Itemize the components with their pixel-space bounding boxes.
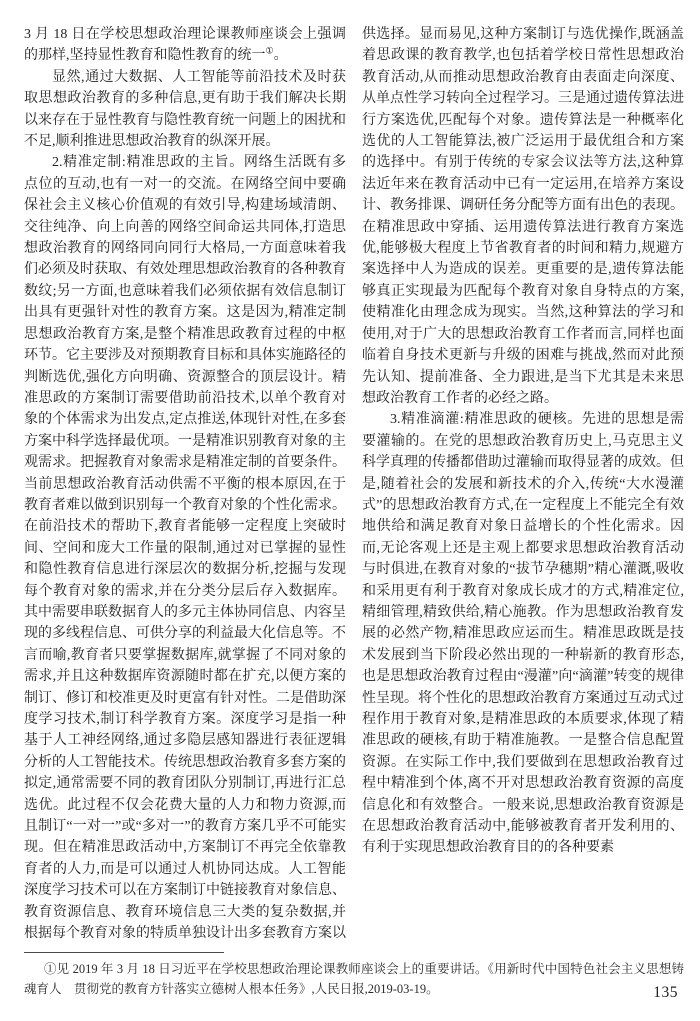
footnote-text: ①见 2019 年 3 月 18 日习近平在学校思想政治理论课教师座谈会上的重要讲话。《用新时代中国特色社会主义思想铸魂育人 贯彻党的教育方针落实立德树人根本任务》,人民日报,2019-03-19。 xyxy=(24,962,684,996)
page-number: 135 xyxy=(653,984,678,1001)
footnote-ref-mark: ① xyxy=(265,45,274,56)
footnote-separator xyxy=(24,952,224,953)
paragraph: 显然,通过大数据、人工智能等前沿技术及时获取思想政治教育的多种信息,更有助于我们解决长期以来存在于显性教育与隐性教育统一问题上的困扰和不足,顺利推进思想政治教育的纵深开展。 xyxy=(24,69,346,150)
paragraph: 3.精准滴灌:精准思政的硬核。先进的思想是需要灌输的。在党的思想政治教育历史上,马克思主义科学真理的传播都借助过灌输而取得显著的成效。但是,随着社会的发展和新技术的介入,传统“大水漫灌式”的思想政治教育方式,在一定程度上不能完全有效地供给和满足教育对象日益增长的个性化需求。因而,无论客观上还是主观上都要求思想政治教育活动与时俱进,在教育对象的“拔节孕穗期”精心灌溉,吸收和采用更有利于教育对象成长成才的方式,精准定位,精细管理,精致供给,精心施教。作为思想政治教育发展的必然产物,精准思政应运而生。精准思政既是技术发展到当下阶段必然出现的一种崭新的教育形态,也是思想政治教育过程由“漫灌”向“滴灌”转变的规律性呈现。将个性化的思想政治教育方案通过互动式过程作用于教育对象,是精准思政的本质要求,体现了精准思政的硬核,有助于精准施教。一是整合信息配置资源。在实际工作中,我们要做到在思想政治教育过程中精准到个体,离不开对思想政治教育资源的高度信息化和有效整合。一般来说,思想政治教育资源是在思想政治教育活动中,能够被教育者开发利用的、有利于实现思想政治教育目的的各种要素 xyxy=(362,412,684,856)
article-text-columns xyxy=(24,24,684,946)
paragraph: 2.精准定制:精准思政的主旨。网络生活既有多点位的互动,也有一对一的交流。在网络空间中要确保社会主义核心价值观的有效引导,构建场域清朗、交往纯净、向上向善的网络空间命运共同体,打造思想政治教育的网络同向同行大格局,一方面意味着我们必须及时获取、有效处理思想政治教育的各种教育数纹;另一方面,也意味着我们必须依据有效信息制订出具有更强针对性的教育方案。这是因为,精准定制思想政治教育方案,是整个精准思政教育过程的中枢环节。它主要涉及对预期教育目标和具体实施路径的判断选优,强化方向明确、资源整合的顶层设计。精准思政的方案制订需要借助前沿技术,以单个教育对象的个体需求为出发点,定点推送,体现针对性,在多套方案中科学选择最优项。一是精准识别教育对象的主观需求。把握教育对象需求是精准定制的首要条件。当前思想政治教育活动供需不平衡的根本原因,在于教育者难以做到识别每一个教育对象的个性化需求。在前沿技术的帮助下,教育者能够一定程度上突破时间、空间和庞大工作量的限制,通过对已掌握的显性和隐性教育信息进行深层次的数据分析,挖掘与发现每个教育对象的需求,并在分类分层后存入数据库。其中需要串联数据育人的多元主体协同信息、内容呈现的多线程信息、可供分享的利益最大化信息等。不言而喻,教育者只要掌握数据库,就掌握了不同对象的需求,并且这种数据库资源随时都在扩充,以便方案的制订、修订和校准更及时更富有针对性。二是借助深度学习技术,制订科学教育方案。深度学习是指一种基于人工神经网络,通过多隐层感知器进行表征逻辑分析的人工智能技术。传统思想政治教育多套方案的拟定,通常需要不同的教育团队分别制订,再进行汇总选优。此过程不仅会花费大量的人力和物力资源,而且制订“一对一”或“多对一”的教育方案几乎不可能实现。但在精准思政活动中,方案制订不再完全依靠教育者的人力,而是可以通过人机协同达成。人工智能深度学习技术可以在方案制订中链接教育对象信息、教育资源信息、教育环境信息三大类的复杂数据,并根据每个教育对象的特质单独设计出多套教育方案以供选择。显而易见,这种方案制订与选优操作,既涵盖着思政课的教育教学,也包括着学校日常性思想政治教育活动,从而推动思想政治教育由表面走向深度、从单点性学习转向全过程学习。三是通过遗传算法进行方案选优,匹配每个对象。遗传算法是一种概率化选优的人工智能算法,被广泛运用于最优组合和方案的选择中。有别于传统的专家会议法等方法,这种算法近年来在教育活动中已有一定运用,在培养方案设计、教务排课、调研任务分配等方面有出色的表现。在精准思政中穿插、运用遗传算法进行教育方案选优,能够极大程度上节省教育者的时间和精力,规避方案选择中人为造成的误差。更重要的是,遗传算法能够真正实现最为匹配每个教育对象自身特点的方案,使精准化由理念成为现实。当然,这种算法的学习和使用,对于广大的思想政治教育工作者而言,同样也面临着自身技术更新与升级的困难与挑战,然而对此预先认知、提前准备、全力跟进,是当下尤其是未来思想政治教育工作者的必经之路。 xyxy=(24,27,684,942)
paragraph: 3 月 18 日在学校思想政治理论课教师座谈会上强调的那样,坚持显性教育和隐性教育的统一①。 xyxy=(24,27,346,64)
